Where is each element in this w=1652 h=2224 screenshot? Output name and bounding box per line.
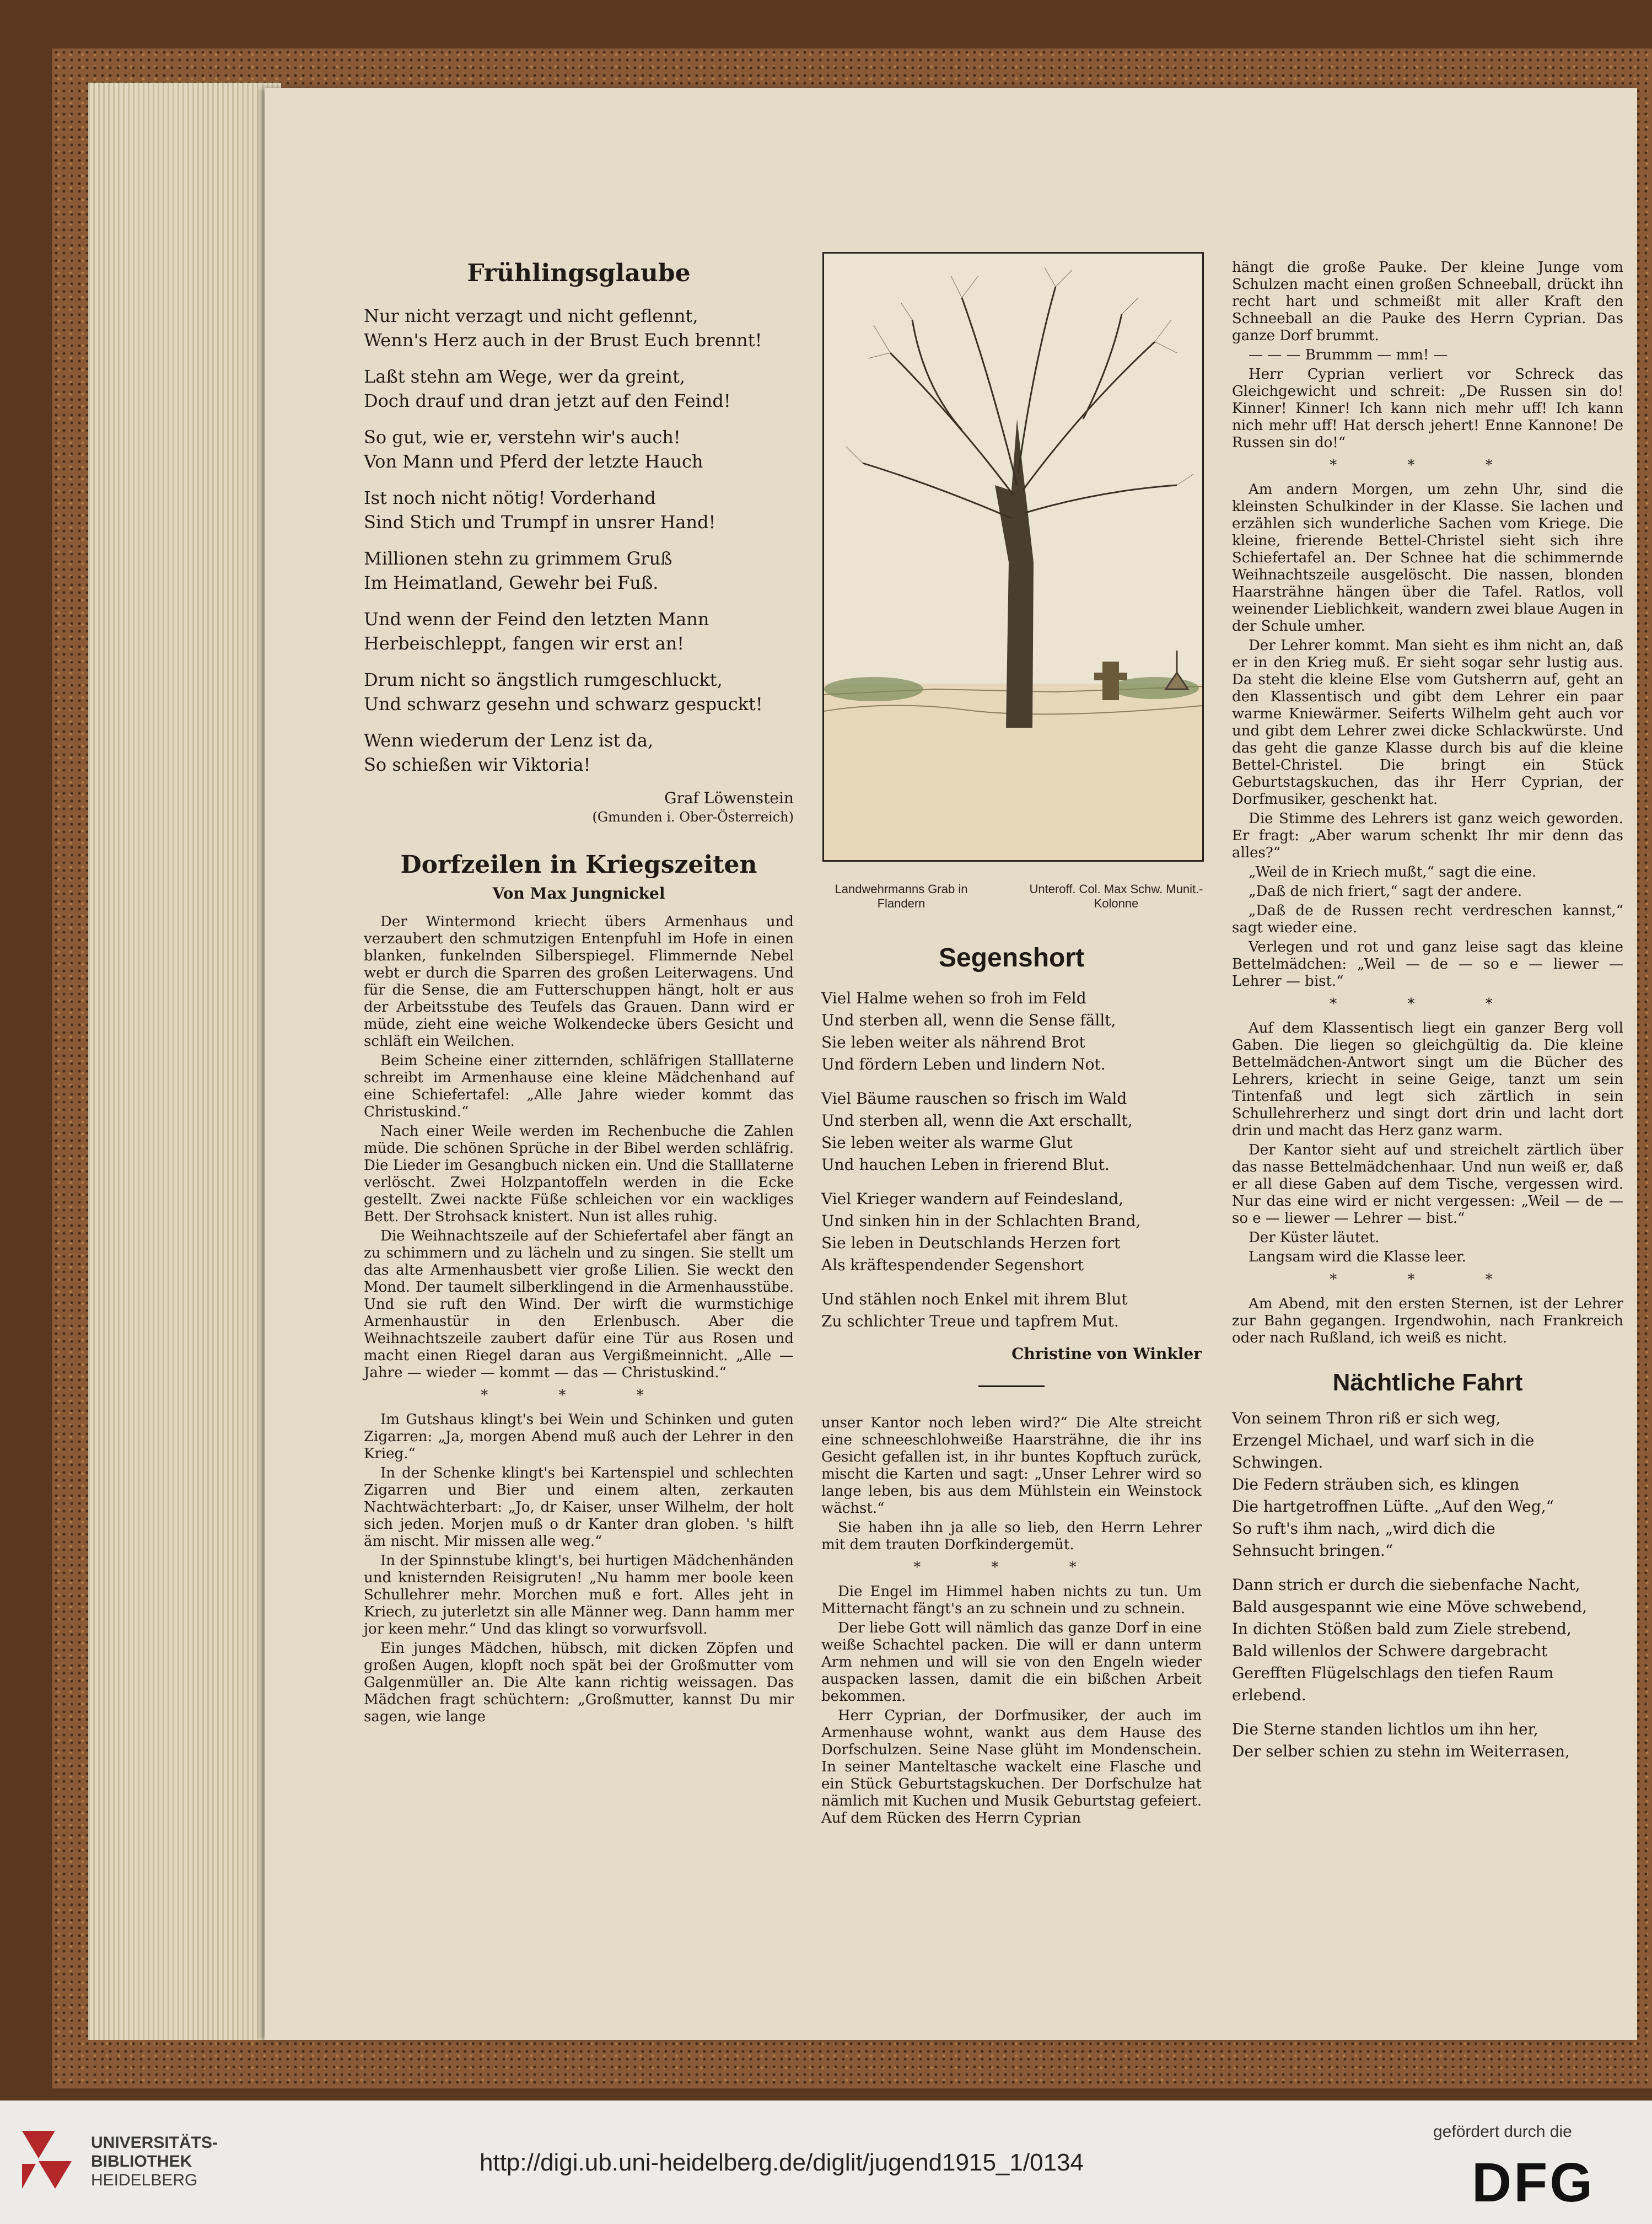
poem-stanza: [821, 987, 1202, 1076]
poem-title: Nächtliche Fahrt: [1332, 1369, 1523, 1396]
poem-line: Der selber schien zu stehn im Weiterrasen,: [1232, 1742, 1570, 1760]
poem-line: Und hauchen Leben in frierend Blut.: [821, 1156, 1110, 1174]
poem-line: Nur nicht verzagt und nicht geflennt,: [364, 305, 698, 326]
section-divider: * * *: [913, 1559, 1110, 1576]
paragraph: „Daß de nich friert,“ sagt der andere.: [1249, 883, 1522, 900]
poem-stanza: [364, 486, 794, 534]
poem-line: Sind Stich und Trumpf in unsrer Hand!: [364, 512, 716, 533]
poem-line: Und sinken hin in der Schlachten Brand,: [821, 1212, 1141, 1230]
paragraph: „Daß de de Russen recht verdreschen kannst,“ sagt wieder eine.: [1232, 903, 1623, 936]
poem-line: Wenn's Herz auch in der Brust Euch brennt!: [364, 330, 762, 351]
poem-line: Doch drauf und dran jetzt auf den Feind!: [364, 390, 731, 411]
university-name-line: HEIDELBERG: [91, 2171, 198, 2189]
source-url-link[interactable]: http://digi.ub.uni-heidelberg.de/diglit/jugend1915_1/0134: [480, 2149, 1084, 2176]
poem-line: Im Heimatland, Gewehr bei Fuß.: [364, 572, 659, 593]
university-name-line: BIBLIOTHEK: [91, 2152, 192, 2171]
poem-line: Die Sterne standen lichtlos um ihn her,: [1232, 1720, 1538, 1738]
poem-line: Gerefften Flügelschlags den tiefen Raum erlebend.: [1232, 1664, 1554, 1704]
poem-line: Ist noch nicht nötig! Vorderhand: [364, 487, 656, 508]
poem-line: Sie leben weiter als warme Glut: [821, 1134, 1073, 1152]
poem-line: Und stählen noch Enkel mit ihrem Blut: [821, 1290, 1128, 1308]
paragraph: Ein junges Mädchen, hübsch, mit dicken Zöpfen und großen Augen, klopft noch spät bei der Großmutter vom Galgenmüller an. Die Alte kann richtig weissagen. Das Mädchen fragt schüchtern: „Großmutter, kannst Du mir sagen, wie lange: [364, 1640, 794, 1725]
paragraph: Die Stimme des Lehrers ist ganz weich geworden. Er fragt: „Aber warum schenkt Ihr mir denn das alles?“: [1232, 810, 1623, 861]
poem-line: Herbeischleppt, fangen wir erst an!: [364, 633, 685, 654]
viewer-footer: [0, 2101, 1652, 2224]
paragraph: Auf dem Klassentisch liegt ein ganzer Berg voll Gaben. Die liegen so gleichgültig da. Die kleine Bettelmädchen-Antwort singt um die Bücher des Lehrers, kriecht in seine Geige, tanzt um sein Tintenfaß und legt sich zärtlich in sein Schullehrerherz und singt dort drin und lacht dort drin und macht das Herz ganz warm.: [1232, 1020, 1623, 1139]
dfg-logo: DFG: [1472, 2152, 1595, 2214]
poem-line: Und schwarz gesehn und schwarz gespuckt!: [364, 694, 763, 715]
poem-line: Wenn wiederum der Lenz ist da,: [364, 730, 654, 751]
section-divider: * * *: [1330, 457, 1526, 474]
poem-line: Viel Krieger wandern auf Feindesland,: [821, 1190, 1124, 1208]
poem-line: Sie leben weiter als nährend Brot: [821, 1033, 1085, 1051]
paragraph: Am andern Morgen, um zehn Uhr, sind die kleinsten Schulkinder in der Klasse. Sie lachen und erzählen sich wunderliche Sachen vom Kriege. Die kleine, frierende Bettel-Christel sieht sich ihre Schiefertafel an. Der Schnee hat die schimmernde Weihnachtszeile ausgelöscht. Die nassen, blonden Haarsträhne hängen über die Tafel. Ratlos, voll weinender Lieblichkeit, wandern zwei blaue Augen in der Schule umher.: [1232, 481, 1623, 635]
paragraph: hängt die große Pauke. Der kleine Junge vom Schulzen macht einen großen Schneeball, drückt ihn recht hart und schmeißt mit aller Kraft den Schneeball an die Pauke des Herrn Cyprian. Das ganze Dorf brummt.: [1232, 259, 1623, 344]
paragraph: Beim Scheine einer zitternden, schläfrigen Stalllaterne schreibt im Armenhause eine kleine Mädchenhand auf eine Schiefertafel: „Alle Jahre wieder kommt das Christuskind.“: [364, 1052, 794, 1120]
paragraph: „Weil de in Kriech mußt,“ sagt die eine.: [1249, 864, 1537, 880]
poem-stanza: [1232, 1574, 1623, 1706]
poem-stanzas: [1232, 1408, 1623, 1763]
poem-line: Bald willenlos der Schwere dargebracht: [1232, 1642, 1548, 1660]
university-name-line: UNIVERSITÄTS-: [91, 2134, 218, 2152]
paragraph: Herr Cyprian, der Dorfmusiker, der auch im Armenhause wohnt, wankt aus dem Hause des Dorfschulzen. Seine Nase glüht im Mondenschein. In seiner Manteltasche wackelt eine Flasche und ein Stück Geburtstagskuchen. Der Dorfschulze hat nämlich mit Kuchen und Musik Geburtstag gefeiert. Auf dem Rücken des Herrn Cyprian: [821, 1707, 1202, 1827]
paragraph: Herr Cyprian verliert vor Schreck das Gleichgewicht und schreit: „De Russen sin do! Kinner! Kinner! Ich kann nich mehr uff! Ich kann nich mehr uff! Hat dersch jehert! Enne Kannone! De Russen sin do!“: [1232, 366, 1623, 451]
paragraph: Der liebe Gott will nämlich das ganze Dorf in eine weiße Schachtel packen. Die will er dann unterm Arm nehmen und will sie von den Engeln wieder auspacken lassen, damit die ein bißchen Arbeit bekommen.: [821, 1620, 1202, 1705]
paragraph: Nach einer Weile werden im Rechenbuche die Zahlen müde. Die schönen Sprüche in der Bibel werden schläfrig. Die Lieder im Gesangbuch nicken ein. Und die Stalllaterne verlöscht. Zwei Holzpantoffeln werden in die Ecke gestellt. Zwei nackte Füße schleichen vor ein wackliges Bett. Der Strohsack knistert. Nun ist alles ruhig.: [364, 1123, 794, 1225]
poem-line: Laßt stehn am Wege, wer da greint,: [364, 366, 686, 387]
paragraph: Im Gutshaus klingt's bei Wein und Schinken und guten Zigarren: „Ja, morgen Abend muß auch der Lehrer in den Krieg.“: [364, 1411, 794, 1462]
poem-stanza: [364, 364, 794, 413]
tree-illustration: [822, 252, 1204, 862]
poem-stanza: [364, 304, 794, 352]
poem-line: So gut, wie er, verstehn wir's auch!: [364, 427, 681, 448]
poem-stanzas: [364, 304, 794, 777]
section-divider: * * *: [1330, 1271, 1526, 1288]
poem-stanza: [821, 1188, 1202, 1276]
poem-line: In dichten Stößen bald zum Ziele strebend,: [1232, 1620, 1572, 1638]
poem-line: Die Federn sträuben sich, es klingen: [1232, 1475, 1520, 1494]
story-title: Dorfzeilen in Kriegszeiten: [400, 851, 757, 879]
poem-line: Zu schlichter Treue und tapfrem Mut.: [821, 1312, 1119, 1330]
poem-line: So schießen wir Viktoria!: [364, 754, 591, 775]
paragraph: — — — Brummm — mm! —: [1249, 347, 1448, 363]
poem-line: Bald ausgespannt wie eine Möve schwebend,: [1232, 1598, 1588, 1616]
poem-line: Und sterben all, wenn die Sense fällt,: [821, 1011, 1116, 1029]
paragraph: Am Abend, mit den ersten Sternen, ist der Lehrer zur Bahn gegangen. Irgendwohin, nach Frankreich oder nach Rußland, ich weiß es nicht.: [1232, 1296, 1623, 1346]
story-author: Von Max Jungnickel: [492, 884, 665, 903]
poem-line: Millionen stehn zu grimmem Gruß: [364, 548, 672, 569]
poem-author: Graf Löwenstein: [664, 789, 794, 807]
poem-stanza: [364, 607, 794, 656]
column-right: [1232, 259, 1623, 1775]
poem-line: Als kräftespendender Segenshort: [821, 1256, 1084, 1274]
poem-line: Drum nicht so ängstlich rumgeschluckt,: [364, 669, 723, 690]
paragraph: unser Kantor noch leben wird?“ Die Alte streicht eine schneeschlohweiße Haarsträhne, die ihr ins Gesicht gefallen ist, in ihr buntes Kopftuch zurück, mischt die Karten und sagt: „Unser Lehrer wird so lange leben, bis aus dem Mühlstein ein Weinstock wächst.“: [821, 1415, 1202, 1517]
column-middle: [821, 943, 1202, 1829]
poem-line: Und sterben all, wenn die Axt erschallt,: [821, 1111, 1133, 1130]
paragraph: In der Schenke klingt's bei Kartenspiel und schlechten Zigarren und Bier und einem alten, zerkauten Nachtwächterbart: „Jo, dr Kaiser, unser Wilhelm, der holt sich jeden. Morjen muß o dr Kanter dran globen. 's hilft äm nischt. Mir missen alle weg.“: [364, 1465, 794, 1550]
paragraph: Der Wintermond kriecht übers Armenhaus und verzaubert den schmutzigen Entenpfuhl im Hofe in einen blanken, funkelnden Silberspiegel. Flimmernde Nebel webt er durch die Sparren des großen Leiterwagens. Und für die Sense, die am Futterschuppen hängt, holt er aus der Arbeitsstube des Teufels das Grauen. Dann wird er müde, zieht eine weiche Wolkendecke übers Gesicht und schläft ein Weilchen.: [364, 914, 794, 1050]
page-edges: [88, 83, 281, 2040]
paragraph: Langsam wird die Klasse leer.: [1249, 1249, 1466, 1265]
paragraph: In der Spinnstube klingt's, bei hurtigen Mädchenhänden und knisternden Reisigruten! „Nu hamm mer boole keen Schullehrer mehr. Morchen muß e fort. Alles jeht in Kriech, zu juterletzt sin alle Männer weg. Dann hamm mer jor keen mehr.“ Und das klingt so vorwurfsvoll.: [364, 1552, 794, 1637]
poem-line: Und wenn der Feind den letzten Mann: [364, 609, 709, 630]
poem-line: Sehnsucht bringen.“: [1232, 1541, 1393, 1560]
paragraph: Die Engel im Himmel haben nichts zu tun. Um Mitternacht fängt's an zu schnein und zu schnein.: [821, 1583, 1202, 1617]
section-divider: * * *: [1330, 996, 1526, 1012]
paragraph: Der Kantor sieht auf und streichelt zärtlich über das nasse Bettelmädchenhaar. Und nun weiß er, daß er all diese Gaben auf dem Tische, vergessen wird. Nur das eine wird er nicht vergessen: „Weil — de — so e — liewer — Lehrer — bist.“: [1232, 1142, 1623, 1227]
section-divider: * * *: [481, 1387, 677, 1404]
illustration-caption-left: Landwehrmanns Grab in Flandern: [835, 882, 968, 910]
poem-line: Erzengel Michael, und warf sich in die: [1232, 1431, 1535, 1449]
poem-stanza: [364, 546, 794, 595]
poem-place: (Gmunden i. Ober-Österreich): [592, 809, 794, 825]
poem-line: Von Mann und Pferd der letzte Hauch: [364, 451, 703, 472]
poem-stanza: [1232, 1408, 1623, 1562]
paragraph: Der Küster läutet.: [1249, 1229, 1380, 1246]
poem-stanza: [821, 1288, 1202, 1333]
poem-line: Viel Bäume rauschen so frisch im Wald: [821, 1089, 1127, 1108]
university-name: [91, 2134, 218, 2190]
poem-line: Die hartgetroffnen Lüfte. „Auf den Weg,“: [1232, 1497, 1554, 1516]
poem-stanza: [1232, 1718, 1623, 1763]
poem-line: Von seinem Thron riß er sich weg,: [1232, 1409, 1501, 1427]
illustration-caption-right: Unteroff. Col. Max Schw. Munit.-Kolonne: [1029, 882, 1203, 910]
poem-title: Segenshort: [938, 943, 1085, 973]
paragraph: Die Weihnachtszeile auf der Schiefertafel aber fängt an zu schimmern und zu lächeln und zu singen. Sie stellt um das alte Armenhausbett vier große Lilien. Sie weckt den Mond. Der taumelt silberklingend in die Armenhausstübe. Und sie ruft den Wind. Der wirft die wurmstichige Armenhaustür in den Erlenbusch. Aber die Weihnachtszeile zaubert dafür eine Tür aus Rosen und macht einen Riegel daran aus Vergißmeinnicht. „Alle — Jahre — wieder — kommt — das — Christuskind.“: [364, 1228, 794, 1381]
poem-stanza: [364, 668, 794, 716]
poem-line: Viel Halme wehen so froh im Feld: [821, 989, 1086, 1007]
poem-author: Christine von Winkler: [1011, 1345, 1202, 1363]
poem-line: Und fördern Leben und lindern Not.: [821, 1055, 1106, 1073]
separator-rule: [978, 1385, 1045, 1387]
poem-title: Frühlingsglaube: [467, 259, 691, 287]
poem-stanzas: [821, 987, 1202, 1333]
poem-line: Dann strich er durch die siebenfache Nacht,: [1232, 1576, 1580, 1594]
paragraph: Sie haben ihn ja alle so lieb, den Herrn Lehrer mit dem trauten Dorfkindergemüt.: [821, 1519, 1202, 1553]
funded-by-label: gefördert durch die: [1433, 2123, 1572, 2141]
poem-line: Schwingen.: [1232, 1453, 1323, 1471]
poem-stanza: [364, 728, 794, 777]
poem-line: Sie leben in Deutschlands Herzen fort: [821, 1234, 1121, 1252]
poem-stanza: [364, 425, 794, 474]
paragraph: Verlegen und rot und ganz leise sagt das kleine Bettelmädchen: „Weil — de — so e — liewer — Lehrer — bist.“: [1232, 939, 1623, 990]
column-left: [364, 259, 794, 1728]
paragraph: Der Lehrer kommt. Man sieht es ihm nicht an, daß er in den Krieg muß. Er sieht sogar sehr lustig aus. Da steht die kleine Else vom Gutsherrn auf, geht an den Klassentisch und gibt dem Lehrer ein paar warme Kniewärmer. Seiferts Wilhelm geht auch vor und gibt dem Lehrer zwei dicke Schlackwürste. Und das geht die ganze Klasse durch bis auf die kleine Bettel-Christel. Die bringt ein Stück Geburtstagskuchen, das ihr Herr Cyprian, der Dorfmusiker, geschenkt hat.: [1232, 637, 1623, 808]
poem-stanza: [821, 1088, 1202, 1176]
poem-line: So ruft's ihm nach, „wird dich die: [1232, 1519, 1495, 1538]
university-logo-icon: [17, 2120, 77, 2202]
